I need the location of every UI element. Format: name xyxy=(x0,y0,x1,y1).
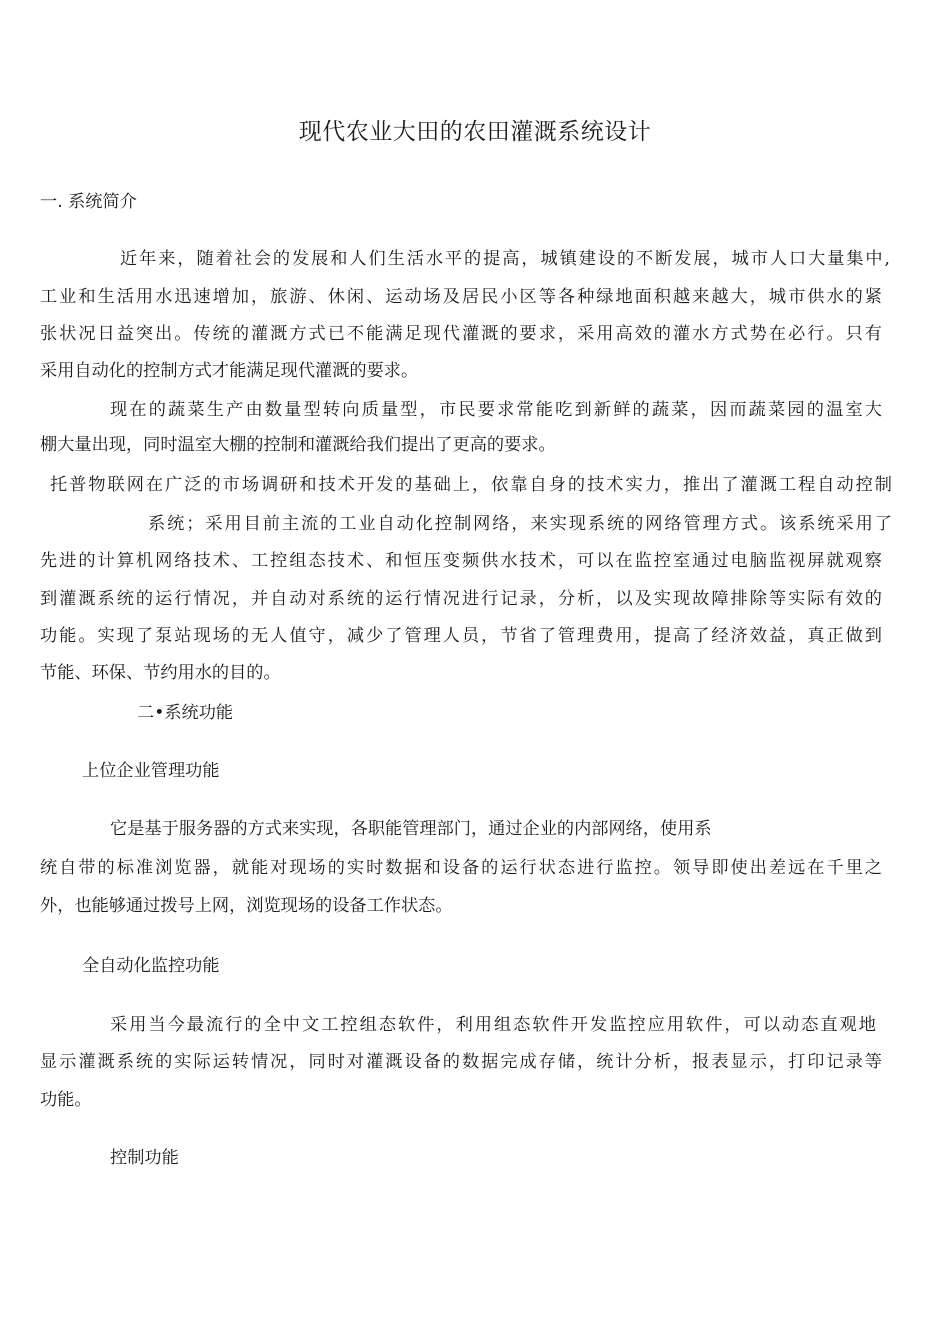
paragraph-line: 棚大量出现，同时温室大棚的控制和灌溉给我们提出了更高的要求。 xyxy=(40,435,556,455)
paragraph-line: 采用当今最流行的全中文工控组态软件，利用组态软件开发监控应用软件，可以动态直观地 xyxy=(110,1015,876,1035)
paragraph-line: 节能、环保、节约用水的目的。 xyxy=(40,663,281,683)
paragraph-line: 显示灌溉系统的实际运转情况，同时对灌溉设备的数据完成存储，统计分析，报表显示，打印记录等 xyxy=(40,1052,882,1072)
paragraph-line: 功能。 xyxy=(40,1090,92,1110)
paragraph-line: 它是基于服务器的方式来实现，各职能管理部门，通过企业的内部网络，使用系 xyxy=(110,819,712,839)
document-title: 现代农业大田的农田灌溉系统设计 xyxy=(298,119,652,145)
paragraph-line: 现在的蔬菜生产由数量型转向质量型，市民要求常能吃到新鲜的蔬菜，因而蔬菜园的温室大 xyxy=(110,400,882,420)
paragraph-line: 张状况日益突出。传统的灌溉方式已不能满足现代灌溉的要求，采用高效的灌水方式势在必行。只有 xyxy=(40,324,882,344)
section-heading-intro: 一. 系统简介 xyxy=(40,192,137,212)
paragraph-line: 到灌溉系统的运行情况，并自动对系统的运行情况进行记录，分析，以及实现故障排除等实际有效的 xyxy=(40,589,882,609)
paragraph-line: 功能。实现了泵站现场的无人值守，减少了管理人员，节省了管理费用，提高了经济效益，真正做到 xyxy=(40,626,882,646)
paragraph-line: 系统；采用目前主流的工业自动化控制网络，来实现系统的网络管理方式。该系统采用了 xyxy=(148,514,892,534)
paragraph-line: 外，也能够通过拨号上网，浏览现场的设备工作状态。 xyxy=(40,896,453,916)
subsection-heading-control: 控制功能 xyxy=(110,1148,179,1168)
paragraph-line: 工业和生活用水迅速增加，旅游、休闲、运动场及居民小区等各种绿地面积越来越大，城市供水的紧 xyxy=(40,287,882,307)
paragraph-line: 统自带的标准浏览器，就能对现场的实时数据和设备的运行状态进行监控。领导即使出差远在千里之 xyxy=(40,858,882,878)
paragraph-line: 采用自动化的控制方式才能满足现代灌溉的要求。 xyxy=(40,361,419,381)
paragraph-line: 托普物联网在广泛的市场调研和技术开发的基础上，依靠自身的技术实力，推出了灌溉工程自动控制 xyxy=(50,475,892,495)
paragraph-line: 先进的计算机网络技术、工控组态技术、和恒压变频供水技术，可以在监控室通过电脑监视屏就观察 xyxy=(40,551,882,571)
paragraph-line: 近年来，随着社会的发展和人们生活水平的提高，城镇建设的不断发展，城市人口大量集中, xyxy=(120,249,890,269)
subsection-heading-management: 上位企业管理功能 xyxy=(82,761,220,781)
section-heading-functions: 二•系统功能 xyxy=(137,703,234,723)
subsection-heading-monitoring: 全自动化监控功能 xyxy=(82,956,220,976)
